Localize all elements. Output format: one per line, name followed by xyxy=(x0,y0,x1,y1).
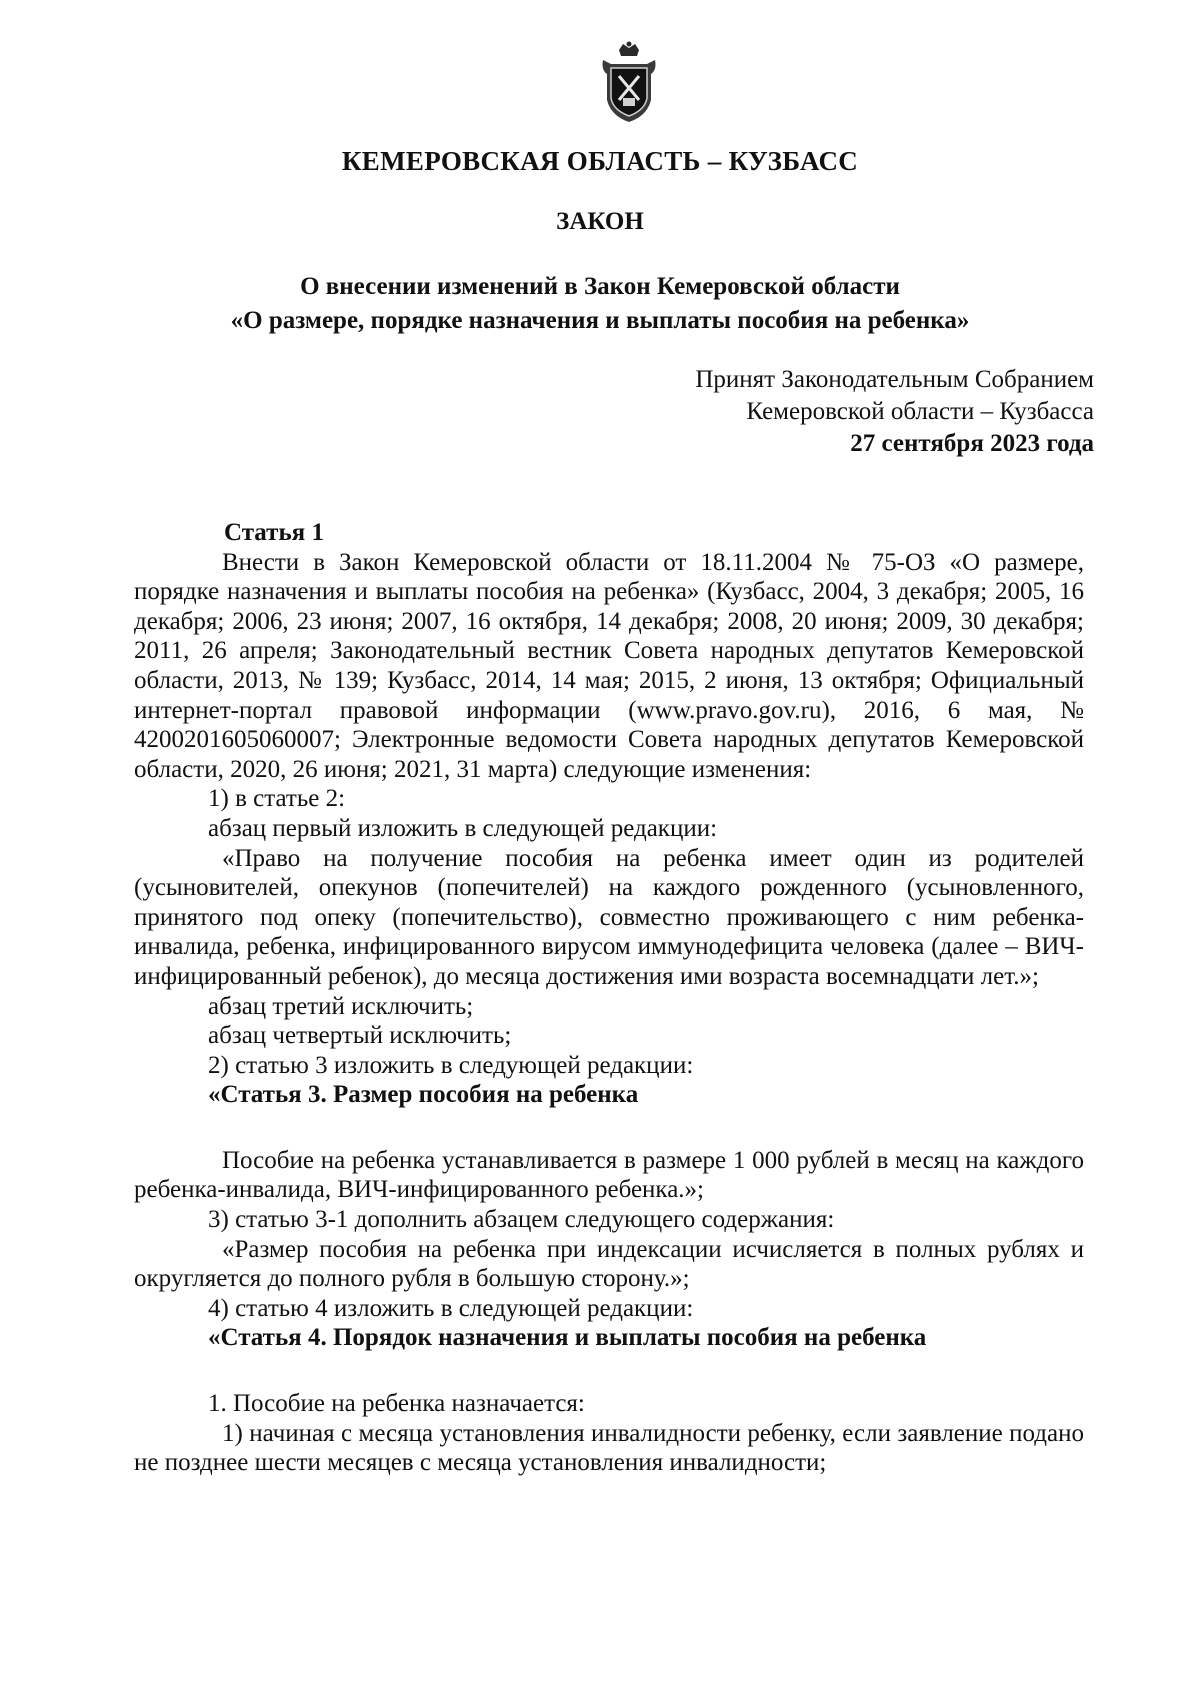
document-type: ЗАКОН xyxy=(556,208,644,235)
region-name: КЕМЕРОВСКАЯ ОБЛАСТЬ – КУЗБАСС xyxy=(341,146,859,176)
adoption-line: Принят Законодательным Собранием xyxy=(695,366,1094,393)
adoption-line: Кемеровской области – Кузбасса xyxy=(746,398,1094,425)
quoted-article-heading: «Статья 3. Размер пособия на ребенка xyxy=(208,1081,639,1109)
kuzbass-coat-of-arms-icon xyxy=(597,40,661,124)
article-heading: Статья 1 xyxy=(224,519,324,546)
amendment-item: 3) статью 3-1 дополнить абзацем следующего содержания: xyxy=(208,1206,835,1234)
amendment-item: 1) в статье 2: xyxy=(208,785,346,813)
quoted-text: 1) начиная с месяца установления инвалидности ребенку, если заявление подано не позднее шести месяцев с месяца установления инвалидности; xyxy=(134,1419,1084,1477)
document-body xyxy=(134,518,1084,1478)
quoted-text: Пособие на ребенка устанавливается в размере 1 000 рублей в месяц на каждого ребенка-инвалида, ВИЧ-инфицированного ребенка.»; xyxy=(134,1146,1084,1204)
amendment-item: 4) статью 4 изложить в следующей редакции: xyxy=(208,1294,694,1322)
law-title-line: «О размере, порядке назначения и выплаты пособия на ребенка» xyxy=(230,307,970,334)
quoted-text: «Право на получение пособия на ребенка имеет один из родителей (усыновителей, опекунов (попечителей) на каждого рожденного (усыновленного, принятого под опеку (попечительство), совместно проживающего с ним ребенка-инвалида, ребенка, инфицированного вирусом иммунодефицита человека (далее – ВИЧ-инфицированный ребенок), до месяца достижения ими возраста восемнадцати лет.»; xyxy=(134,844,1084,990)
quoted-text: «Размер пособия на ребенка при индексации исчисляется в полных рублях и округляется до полного рубля в большую сторону.»; xyxy=(134,1235,1084,1293)
article-intro: Внести в Закон Кемеровской области от 18.11.2004 № 75-ОЗ «О размере, порядке назначения и выплаты пособия на ребенка» (Кузбасс, 2004, 3 декабря; 2005, 16 декабря; 2006, 23 июня; 2007, 16 октября, 14 декабря; 2008, 20 июня; 2009, 30 декабря; 2011, 26 апреля; Законодательный вестник Совета народных депутатов Кемеровской области, 2013, № 139; Кузбасс, 2014, 14 мая; 2015, 2 июня, 13 октября; Официальный интернет-портал правовой информации (www.pravo.gov.ru), 2016, 6 мая, № 4200201605060007; Электронные ведомости Совета народных депутатов Кемеровской области, 2020, 26 июня; 2021, 31 марта) следующие изменения: xyxy=(134,548,1084,783)
amendment-subitem: абзац первый изложить в следующей редакции: xyxy=(208,814,718,842)
law-title xyxy=(0,270,1200,338)
spacer xyxy=(134,1110,1084,1146)
spacer xyxy=(134,1353,1084,1389)
amendment-subitem: абзац четвертый исключить; xyxy=(208,1022,512,1050)
quoted-text: 1. Пособие на ребенка назначается: xyxy=(208,1390,585,1418)
law-title-line: О внесении изменений в Закон Кемеровской области xyxy=(300,273,900,300)
adoption-date: 27 сентября 2023 года xyxy=(850,430,1094,457)
quoted-article-heading: «Статья 4. Порядок назначения и выплаты пособия на ребенка xyxy=(208,1324,927,1352)
amendment-item: 2) статью 3 изложить в следующей редакции: xyxy=(208,1051,694,1079)
adoption-block xyxy=(695,364,1094,460)
amendment-subitem: абзац третий исключить; xyxy=(208,992,474,1020)
